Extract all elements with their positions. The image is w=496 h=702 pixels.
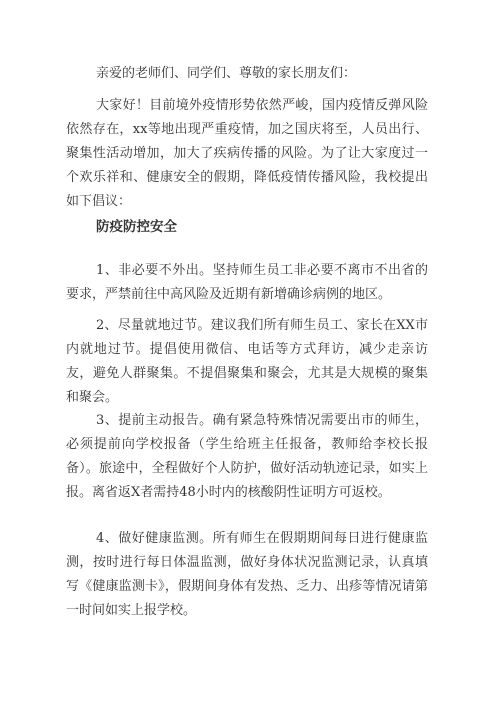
greeting-line: 亲爱的老师们、同学们、尊敬的家长朋友们： <box>96 66 357 81</box>
item-paragraph-4: 4、做好健康监测。所有师生在假期期间每日进行健康监测，按时进行每日体温监测，做好身体状况监测记录，认真填写《健康监测卡》，假期间身体有发热、乏力、出疹等情况请第一时间如实上报学校。 <box>66 531 428 618</box>
item-paragraph-1: 1、非必要不外出。坚持师生员工非必要不离市不出省的要求，严禁前往中高风险及近期有新增确诊病例的地区。 <box>66 263 428 302</box>
section-heading: 防疫防控安全 <box>96 219 177 235</box>
item-paragraph-2: 2、尽量就地过节。建议我们所有师生员工、家长在XX市内就地过节。提倡使用微信、电话等方式拜访，减少走亲访友，避免人群聚集。不提倡聚集和聚会，尤其是大规模的聚集和聚会。 <box>66 318 428 405</box>
item-paragraph-3: 3、提前主动报告。确有紧急特殊情况需要出市的师生，必须提前向学校报备（学生给班主任报备，教师给李校长报备）。旅途中，全程做好个人防护，做好活动轨迹记录，如实上报。离省返X者需持48小时内的核酸阴性证明方可返校。 <box>66 413 428 500</box>
intro-paragraph: 大家好！目前境外疫情形势依然严峻，国内疫情反弹风险依然存在，xx等地出现严重疫情，加之国庆将至，人员出行、聚集性活动增加，加大了疾病传播的风险。为了让大家度过一个欢乐祥和、健康安全的假期，降低疫情传播风险，我校提出如下倡议： <box>66 98 428 209</box>
